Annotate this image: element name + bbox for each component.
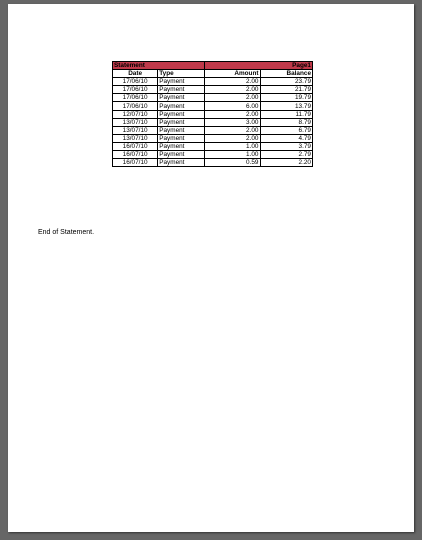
table-row: [113, 86, 313, 94]
cell-balance: 21.79: [260, 86, 313, 94]
table-row: [113, 78, 313, 86]
cell-balance: 8.79: [260, 118, 313, 126]
cell-balance: 11.79: [260, 110, 313, 118]
column-header-amount: Amount: [205, 70, 260, 78]
cell-date: 12/07/10: [113, 110, 158, 118]
cell-amount: 0.59: [205, 159, 260, 167]
column-header-type: Type: [158, 70, 205, 78]
column-header-row: [113, 70, 313, 78]
cell-type: Payment: [158, 94, 205, 102]
cell-date: 17/06/10: [113, 86, 158, 94]
cell-type: Payment: [158, 118, 205, 126]
cell-type: Payment: [158, 126, 205, 134]
cell-date: 17/06/10: [113, 94, 158, 102]
cell-balance: 4.79: [260, 134, 313, 142]
table-row: [113, 126, 313, 134]
cell-type: Payment: [158, 151, 205, 159]
cell-type: Payment: [158, 86, 205, 94]
cell-date: 13/07/10: [113, 126, 158, 134]
column-header-date: Date: [113, 70, 158, 78]
cell-amount: 2.00: [205, 86, 260, 94]
cell-type: Payment: [158, 134, 205, 142]
statement-title-row: [113, 62, 313, 70]
end-of-statement-text: End of Statement.: [38, 229, 95, 236]
cell-date: 17/06/10: [113, 78, 158, 86]
cell-balance: 19.79: [260, 94, 313, 102]
cell-amount: 6.00: [205, 102, 260, 110]
cell-balance: 6.79: [260, 126, 313, 134]
cell-amount: 2.00: [205, 126, 260, 134]
table-row: [113, 151, 313, 159]
table-row: [113, 159, 313, 167]
table-row: [113, 134, 313, 142]
cell-balance: 13.79: [260, 102, 313, 110]
table-row: [113, 102, 313, 110]
cell-date: 17/06/10: [113, 102, 158, 110]
page-label: Page1: [205, 62, 313, 70]
cell-amount: 1.00: [205, 151, 260, 159]
document-page: [8, 4, 414, 532]
statement-table: [112, 61, 313, 167]
cell-amount: 2.00: [205, 78, 260, 86]
cell-balance: 2.20: [260, 159, 313, 167]
cell-balance: 2.79: [260, 151, 313, 159]
cell-balance: 3.79: [260, 142, 313, 150]
cell-date: 13/07/10: [113, 134, 158, 142]
cell-type: Payment: [158, 159, 205, 167]
cell-amount: 1.00: [205, 142, 260, 150]
table-row: [113, 118, 313, 126]
table-row: [113, 94, 313, 102]
cell-type: Payment: [158, 142, 205, 150]
cell-date: 16/07/10: [113, 151, 158, 159]
cell-balance: 23.79: [260, 78, 313, 86]
table-row: [113, 110, 313, 118]
cell-type: Payment: [158, 102, 205, 110]
cell-amount: 2.00: [205, 94, 260, 102]
cell-amount: 3.00: [205, 118, 260, 126]
table-row: [113, 142, 313, 150]
cell-type: Payment: [158, 78, 205, 86]
cell-amount: 2.00: [205, 134, 260, 142]
cell-date: 13/07/10: [113, 118, 158, 126]
cell-amount: 2.00: [205, 110, 260, 118]
cell-type: Payment: [158, 110, 205, 118]
cell-date: 16/07/10: [113, 142, 158, 150]
cell-date: 16/07/10: [113, 159, 158, 167]
column-header-balance: Balance: [260, 70, 313, 78]
statement-title: Statement: [113, 62, 205, 70]
